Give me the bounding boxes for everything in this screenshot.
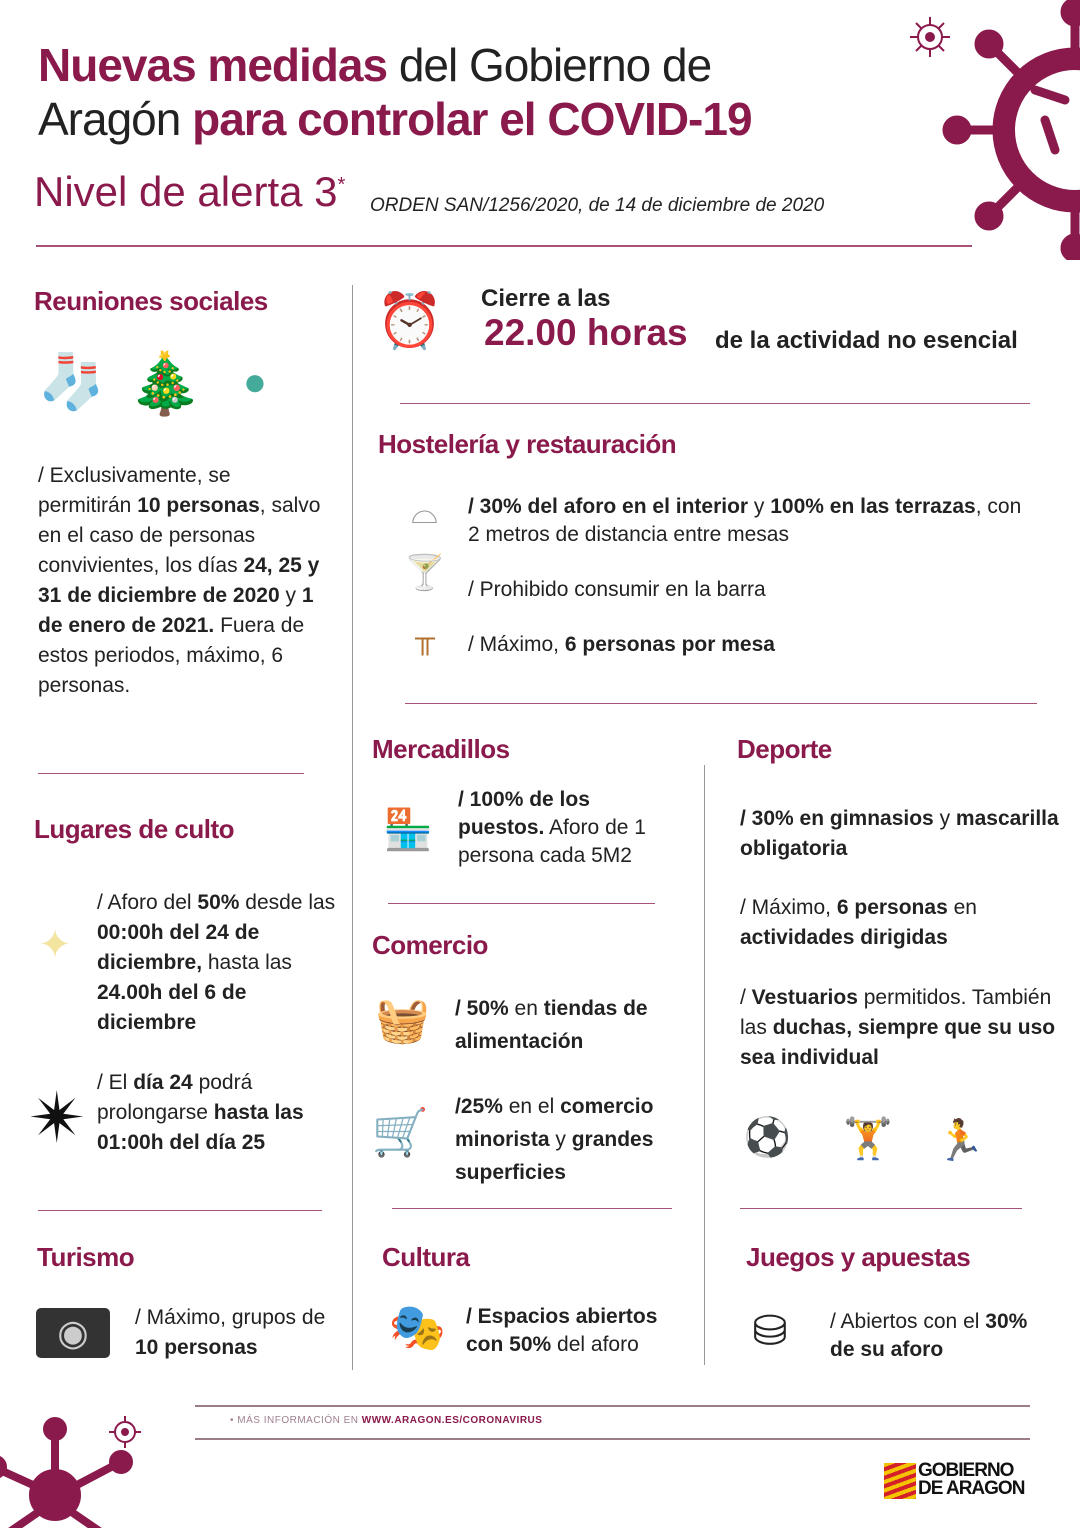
text: en xyxy=(947,896,977,919)
bold-text: 50% xyxy=(197,891,240,914)
mercadillos-text xyxy=(458,786,673,870)
text: / Máximo, grupos de xyxy=(135,1306,326,1329)
column-divider xyxy=(352,285,353,1370)
bold-text: 100% en las terrazas xyxy=(770,495,976,518)
deporte-item xyxy=(740,804,1060,864)
culto-item xyxy=(97,888,347,1038)
soccer-ball-icon: ⚽ xyxy=(743,1116,792,1159)
camera-icon: ◉ xyxy=(36,1308,110,1358)
divider xyxy=(405,703,1037,704)
text: / El xyxy=(97,1071,134,1094)
ornaments-icon: ● xyxy=(242,360,268,404)
text: / Aforo del xyxy=(97,891,198,914)
juegos-text xyxy=(830,1308,1050,1364)
bold-text: / 30% del aforo en el interior xyxy=(468,495,749,518)
bold-text: 30% de su aforo xyxy=(830,1310,1028,1361)
text: podrá prolongarse xyxy=(97,1071,253,1124)
bold-text: 24.00h del 6 de diciembre xyxy=(97,981,247,1034)
text: hasta las xyxy=(202,951,292,974)
text: Aforo de 1 persona cada 5M2 xyxy=(458,816,646,867)
virus-icon xyxy=(940,0,1080,260)
closing-post: de la actividad no esencial xyxy=(715,327,1018,354)
bold-text: 10 personas xyxy=(137,494,260,517)
bold-text: comercio minorista xyxy=(455,1095,654,1151)
bold-text: para controlar el COVID-19 xyxy=(192,93,752,145)
text: , salvo en el caso de personas convivientes, los días xyxy=(38,494,321,577)
hosteleria-item xyxy=(468,493,1038,549)
text: y xyxy=(748,495,771,518)
bold-text: 6 personas por mesa xyxy=(564,633,775,656)
divider xyxy=(38,773,304,774)
table-icon: ╥ xyxy=(415,621,435,653)
section-title-deporte: Deporte xyxy=(737,734,832,764)
culto-item xyxy=(97,1068,342,1158)
reuniones-text xyxy=(38,461,323,701)
bold-text: / 100% de los puestos. xyxy=(458,788,590,839)
bold-text: 10 personas xyxy=(135,1336,258,1359)
hosteleria-item xyxy=(468,630,968,660)
bold-text: hasta las 01:00h del día 25 xyxy=(97,1101,304,1154)
comercio-item xyxy=(455,992,690,1058)
cultura-text xyxy=(466,1303,696,1359)
text: / Exclusivamente, se permitirán xyxy=(38,464,231,517)
text: permitidos. También las xyxy=(740,986,1052,1039)
text: / Abiertos con el xyxy=(830,1310,986,1333)
divider xyxy=(392,1208,672,1209)
section-title-hosteleria: Hostelería y restauración xyxy=(378,429,677,459)
section-title-turismo: Turismo xyxy=(37,1242,135,1272)
text: y xyxy=(933,807,956,830)
divider xyxy=(400,403,1030,404)
cloche-icon: ⌓ xyxy=(411,493,438,531)
bold-text: Nuevas medidas xyxy=(38,39,388,91)
bold-text: tiendas de alimentación xyxy=(455,997,648,1053)
more-info: • MÁS INFORMACIÓN EN WWW.ARAGON.ES/CORONAVIRUS xyxy=(230,1415,543,1426)
text: en el xyxy=(502,1095,561,1118)
bold-text: 1 de enero de 2021. xyxy=(38,584,314,637)
divider xyxy=(38,1210,322,1211)
text: y xyxy=(549,1128,572,1151)
sparkle-icon: ✦ xyxy=(38,923,72,967)
bold-text: grandes superficies xyxy=(455,1128,654,1184)
stocking-icon: 🧦 xyxy=(38,352,106,412)
website-link[interactable]: WWW.ARAGON.ES/CORONAVIRUS xyxy=(361,1415,543,1426)
text: / xyxy=(740,986,752,1009)
divider xyxy=(195,1438,1030,1440)
aragon-flag-logo xyxy=(884,1463,916,1499)
poker-chips-icon: ⛁ xyxy=(752,1306,788,1354)
text: del Gobierno de Aragón xyxy=(38,39,712,145)
text: , con 2 metros de distancia entre mesas xyxy=(468,495,1022,546)
bold-text: Vestuarios xyxy=(751,986,858,1009)
virus-icon-bottom xyxy=(0,1400,160,1528)
bold-text: día 24 xyxy=(133,1071,193,1094)
christmas-tree-icon: 🎄 xyxy=(127,349,203,417)
shopping-cart-icon: 🛒 xyxy=(371,1106,430,1158)
text: / Máximo, xyxy=(740,896,837,919)
section-title-culto: Lugares de culto xyxy=(34,814,235,844)
star-icon: ✴ xyxy=(28,1078,87,1157)
runner-icon: 🏃 xyxy=(935,1118,985,1163)
bold-text: / 50% xyxy=(455,997,509,1020)
bold-text: /25% xyxy=(455,1095,503,1118)
deporte-item xyxy=(740,893,1060,953)
order-reference: ORDEN SAN/1256/2020, de 14 de diciembre de 2020 xyxy=(370,195,825,216)
divider xyxy=(36,245,972,247)
bold-text: 00:00h del 24 de diciembre, xyxy=(97,921,260,974)
bold-text: actividades dirigidas xyxy=(740,926,948,949)
theater-masks-icon: 🎭 xyxy=(388,1301,447,1353)
text: Fuera de estos periodos, máximo, 6 personas. xyxy=(38,614,305,697)
bold-text: / Espacios abiertos con 50% xyxy=(466,1305,658,1356)
text: del aforo xyxy=(551,1333,639,1356)
turismo-text xyxy=(135,1303,335,1363)
section-title-juegos: Juegos y apuestas xyxy=(746,1242,971,1272)
market-stall-icon: 🏪 xyxy=(383,808,433,852)
divider xyxy=(740,1208,1022,1209)
hosteleria-item xyxy=(468,575,968,605)
divider xyxy=(195,1405,1030,1407)
small-virus-icon xyxy=(905,12,955,62)
alert-level: Nivel de alerta 3* xyxy=(34,168,346,215)
grocery-basket-icon: 🧺 xyxy=(375,996,430,1045)
text: en xyxy=(508,997,544,1020)
deporte-item xyxy=(740,983,1060,1073)
section-title-comercio: Comercio xyxy=(372,930,488,960)
section-title-cultura: Cultura xyxy=(382,1242,470,1272)
bold-text: 24, 25 y 31 de diciembre de 2020 xyxy=(38,554,320,607)
bold-text: / 30% en gimnasios xyxy=(740,807,934,830)
page-title xyxy=(38,38,858,146)
comercio-item xyxy=(455,1090,695,1189)
text: y xyxy=(279,584,302,607)
bold-text: duchas, siempre que su uso sea individual xyxy=(740,1016,1056,1069)
section-title-reuniones: Reuniones sociales xyxy=(34,286,268,316)
text: / Prohibido consumir en la barra xyxy=(468,578,766,601)
closing-pre: Cierre a las xyxy=(481,285,611,312)
text: / Máximo, xyxy=(468,633,565,656)
closing-time: 22.00 horas xyxy=(484,312,688,353)
weightlifter-icon: 🏋 xyxy=(843,1116,893,1161)
section-title-mercadillos: Mercadillos xyxy=(372,734,510,764)
divider xyxy=(388,903,655,904)
gobierno-aragon-logo: GOBIERNO DE ARAGON xyxy=(918,1460,1025,1499)
cocktail-icon: 🍸 xyxy=(403,553,447,592)
text: desde las xyxy=(239,891,336,914)
column-divider xyxy=(704,765,705,1365)
alarm-clock-icon: ⏰ xyxy=(376,291,444,351)
bold-text: mascarilla obligatoria xyxy=(740,807,1059,860)
bold-text: 6 personas xyxy=(836,896,948,919)
